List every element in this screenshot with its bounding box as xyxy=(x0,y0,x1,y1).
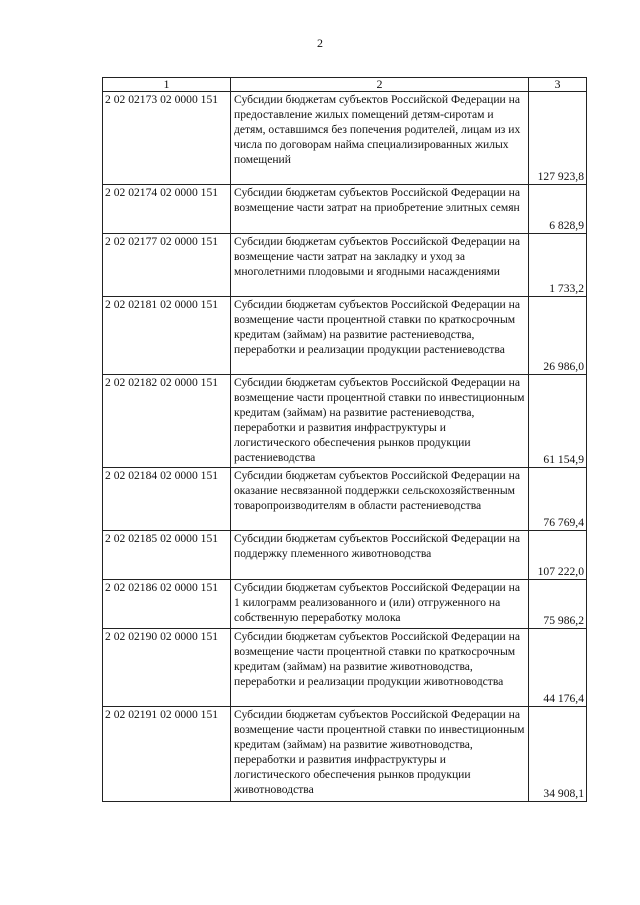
row-description: Субсидии бюджетам субъектов Российской Федерации на возмещение части затрат на приобретение элитных семян xyxy=(231,185,529,234)
budget-code: 2 02 02182 02 0000 151 xyxy=(103,375,231,468)
column-header: 3 xyxy=(529,78,587,92)
table-row xyxy=(103,580,587,629)
column-header: 1 xyxy=(103,78,231,92)
budget-code: 2 02 02186 02 0000 151 xyxy=(103,580,231,629)
budget-table xyxy=(102,77,587,802)
page-number: 2 xyxy=(317,36,323,50)
row-amount: 44 176,4 xyxy=(529,629,587,707)
table-header-row xyxy=(103,78,587,92)
row-description: Субсидии бюджетам субъектов Российской Федерации на возмещение части процентной ставки по инвестиционным кредитам (займам) на развитие животноводства, переработки и развития инфраструктуры и логистического обеспечения рынков продукции животноводства xyxy=(231,707,529,802)
budget-code: 2 02 02184 02 0000 151 xyxy=(103,468,231,531)
row-description: Субсидии бюджетам субъектов Российской Федерации на предоставление жилых помещений детям-сиротам и детям, оставшимся без попечения родителей, лицам из их числа по договорам найма специализированных жилых помещений xyxy=(231,92,529,185)
row-description: Субсидии бюджетам субъектов Российской Федерации на возмещение части процентной ставки по инвестиционным кредитам (займам) на развитие растениеводства, переработки и развития инфраструктуры и логистического обеспечения рынков продукции растениеводства xyxy=(231,375,529,468)
row-amount: 1 733,2 xyxy=(529,234,587,297)
table-row xyxy=(103,92,587,185)
budget-code: 2 02 02190 02 0000 151 xyxy=(103,629,231,707)
column-header: 2 xyxy=(231,78,529,92)
row-description: Субсидии бюджетам субъектов Российской Федерации на поддержку племенного животноводства xyxy=(231,531,529,580)
table-row xyxy=(103,375,587,468)
table-row xyxy=(103,468,587,531)
table-row xyxy=(103,531,587,580)
row-amount: 26 986,0 xyxy=(529,297,587,375)
table-row xyxy=(103,297,587,375)
table-row xyxy=(103,629,587,707)
row-description: Субсидии бюджетам субъектов Российской Федерации на 1 килограмм реализованного и (или) отгруженного на собственную переработку молока xyxy=(231,580,529,629)
row-description: Субсидии бюджетам субъектов Российской Федерации на оказание несвязанной поддержки сельскохозяйственным товаропроизводителям в области растениеводства xyxy=(231,468,529,531)
row-amount: 75 986,2 xyxy=(529,580,587,629)
budget-code: 2 02 02174 02 0000 151 xyxy=(103,185,231,234)
row-amount: 107 222,0 xyxy=(529,531,587,580)
row-amount: 34 908,1 xyxy=(529,707,587,802)
row-amount: 6 828,9 xyxy=(529,185,587,234)
budget-code: 2 02 02185 02 0000 151 xyxy=(103,531,231,580)
row-amount: 127 923,8 xyxy=(529,92,587,185)
row-description: Субсидии бюджетам субъектов Российской Федерации на возмещение части процентной ставки по краткосрочным кредитам (займам) на развитие животноводства, переработки и реализации продукции животноводства xyxy=(231,629,529,707)
budget-code: 2 02 02181 02 0000 151 xyxy=(103,297,231,375)
row-amount: 76 769,4 xyxy=(529,468,587,531)
row-description: Субсидии бюджетам субъектов Российской Федерации на возмещение части затрат на закладку и уход за многолетними плодовыми и ягодными насаждениями xyxy=(231,234,529,297)
row-amount: 61 154,9 xyxy=(529,375,587,468)
table-row xyxy=(103,234,587,297)
row-description: Субсидии бюджетам субъектов Российской Федерации на возмещение части процентной ставки по краткосрочным кредитам (займам) на развитие растениеводства, переработки и реализации продукции растениеводства xyxy=(231,297,529,375)
budget-code: 2 02 02191 02 0000 151 xyxy=(103,707,231,802)
table-row xyxy=(103,185,587,234)
table-row xyxy=(103,707,587,802)
budget-code: 2 02 02173 02 0000 151 xyxy=(103,92,231,185)
budget-code: 2 02 02177 02 0000 151 xyxy=(103,234,231,297)
